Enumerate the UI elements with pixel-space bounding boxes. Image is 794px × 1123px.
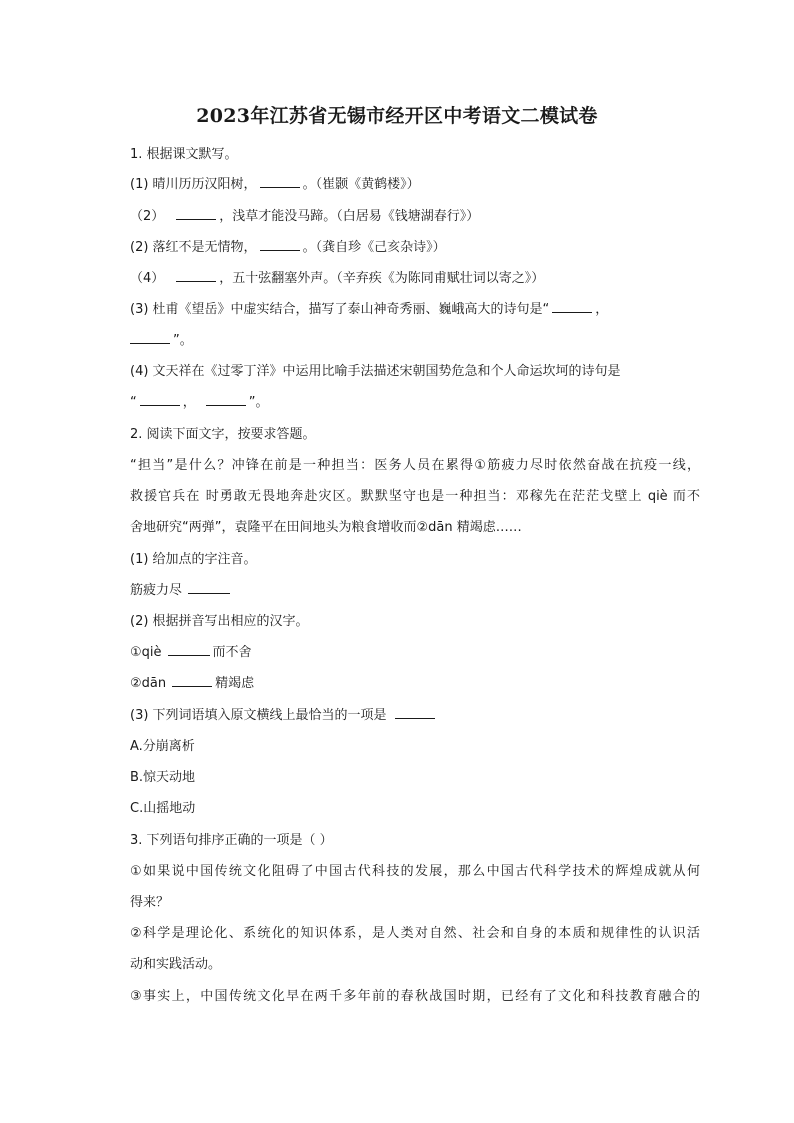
question-2-sub-1: (1) 给加点的字注音。 xyxy=(130,552,257,567)
answer-blank[interactable] xyxy=(140,391,180,406)
question-1-item-5: (3) 杜甫《望岳》中虚实结合，描写了泰山神奇秀丽、巍峨高大的诗句是“ ， xyxy=(130,295,700,325)
question-1-item-3: (2) 落红不是无情物， 。（龚自珍《己亥杂诗》） xyxy=(130,233,700,263)
question-1-item-6: (4) 文天祥在《过零丁洋》中运用比喻手法描述宋朝国势危急和个人命运坎坷的诗句是 xyxy=(130,364,621,379)
answer-blank[interactable] xyxy=(206,391,246,406)
answer-blank[interactable] xyxy=(395,704,435,719)
answer-blank[interactable] xyxy=(188,579,230,594)
question-1-item-5-cont: ”。 xyxy=(130,326,700,356)
question-3-sentence-3: ③事实上，中国传统文化早在两千多年前的春秋战国时期，已经有了文化和科技教育融合的 xyxy=(130,989,700,1004)
question-1-header: 1. 根据课文默写。 xyxy=(130,147,238,162)
question-1-item-2: （2） ，浅草才能没马蹄。（白居易《钱塘湖春行》） xyxy=(130,202,700,232)
question-3-sentence-2: ②科学是理论化、系统化的知识体系，是人类对自然、社会和自身的本质和规律性的认识活 xyxy=(130,926,700,941)
answer-blank[interactable] xyxy=(168,641,210,656)
page-title: 2023年江苏省无锡市经开区中考语文二模试卷 xyxy=(196,105,598,127)
question-2-sub-2: (2) 根据拼音写出相应的汉字。 xyxy=(130,614,309,629)
question-2-header: 2. 阅读下面文字，按要求答题。 xyxy=(130,427,316,442)
option-b: B.惊天动地 xyxy=(130,770,196,785)
question-2-passage-line-2: 救援官兵在 时勇敢无畏地奔赴灾区。默默坚守也是一种担当：邓稼先在茫茫戈壁上 qiè 而不 xyxy=(130,489,700,504)
answer-blank[interactable] xyxy=(260,173,300,188)
question-2-sub-2-b: ②dān 精竭虑 xyxy=(130,669,700,699)
question-3-sentence-1-cont: 得来？ xyxy=(130,895,170,910)
question-2-sub-3: (3) 下列词语填入原文横线上最恰当的一项是 xyxy=(130,701,700,731)
question-3-sentence-2-cont: 动和实践活动。 xyxy=(130,957,222,972)
option-a: A.分崩离析 xyxy=(130,739,195,754)
answer-blank[interactable] xyxy=(260,236,300,251)
question-2-passage-line-1: “担当”是什么？冲锋在前是一种担当：医务人员在累得①筋疲力尽时依然奋战在抗疫一线， xyxy=(130,458,700,473)
question-3-header: 3. 下列语句排序正确的一项是（ ） xyxy=(130,833,333,848)
question-1-item-1: (1) 晴川历历汉阳树， 。（崔颢《黄鹤楼》） xyxy=(130,170,700,200)
answer-blank[interactable] xyxy=(176,267,216,282)
answer-blank[interactable] xyxy=(552,298,592,313)
question-2-sub-2-a: ①qiè 而不舍 xyxy=(130,638,700,668)
question-2-sub-1-answer: 筋疲力尽 xyxy=(130,576,700,606)
answer-blank[interactable] xyxy=(172,672,212,687)
question-1-item-6-cont: “ ， ”。 xyxy=(130,388,700,418)
question-3-sentence-1: ①如果说中国传统文化阻碍了中国古代科技的发展，那么中国古代科学技术的辉煌成就从何 xyxy=(130,864,700,879)
question-1-item-4: （4） ，五十弦翻塞外声。（辛弃疾《为陈同甫赋壮词以寄之》） xyxy=(130,264,700,294)
option-c: C.山摇地动 xyxy=(130,801,196,816)
answer-blank[interactable] xyxy=(176,205,216,220)
question-2-passage-line-3: 舍地研究“两弹”，袁隆平在田间地头为粮食增收而②dān 精竭虑…… xyxy=(130,520,522,535)
answer-blank[interactable] xyxy=(130,329,170,344)
